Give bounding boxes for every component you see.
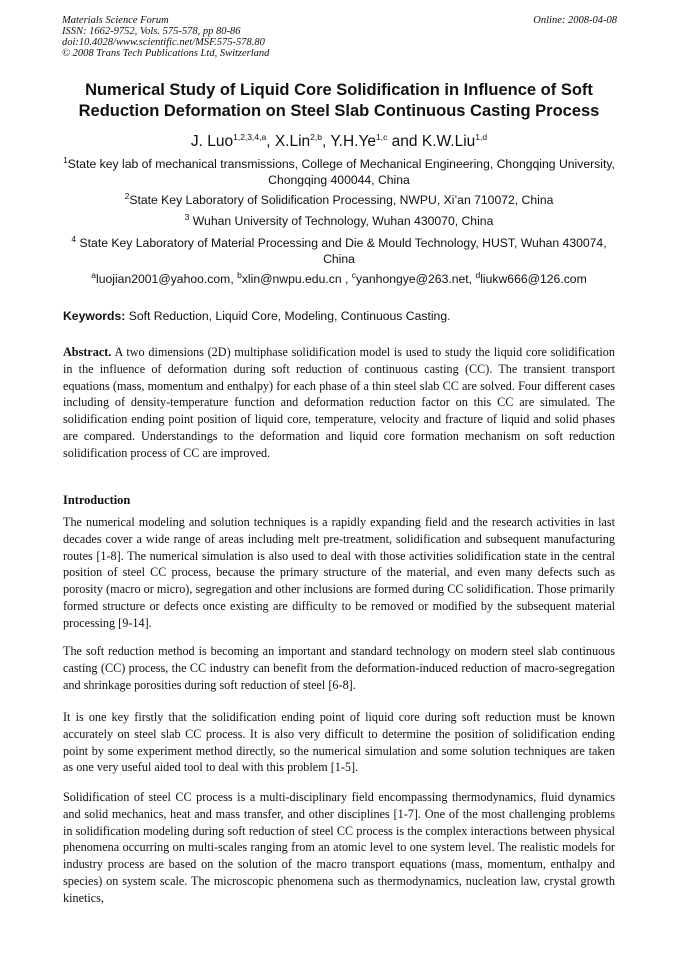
affiliation-text: State Key Laboratory of Solidification Processing, NWPU, Xi’an 710072, China bbox=[129, 193, 554, 207]
email-link[interactable]: liukw666@126.com bbox=[480, 272, 587, 286]
keywords bbox=[63, 308, 618, 324]
email-sup: a bbox=[91, 269, 96, 280]
author: J. Luo bbox=[190, 133, 234, 150]
journal-name: Materials Science Forum bbox=[62, 15, 169, 26]
affiliation-3 bbox=[60, 213, 618, 229]
doi-line[interactable]: doi:10.4028/www.scientific.net/MSF.575-578.80 bbox=[62, 37, 265, 48]
abstract-label: Abstract. bbox=[63, 345, 112, 359]
intro-paragraph-3: It is one key firstly that the solidification ending point of liquid core during soft reduction must be known accurately on steel slab CC process. It is also very difficult to determine the position of solidification ending point by some experiment method directly, so the numerical simulation and some solution techniques are taken as one very useful aided tool to deal with this problem [1-5]. bbox=[63, 710, 615, 775]
affiliation-text: State Key Laboratory of Material Processing and Die & Mould Technology, HUST, Wuhan 430074, China bbox=[76, 236, 607, 266]
author-sup: 1,d bbox=[475, 131, 488, 142]
author-sup: 1,c bbox=[376, 131, 388, 142]
author-sep: and bbox=[387, 133, 422, 150]
email-link[interactable]: luojian2001@yahoo.com, bbox=[95, 272, 238, 286]
copyright-line: © 2008 Trans Tech Publications Ltd, Switzerland bbox=[62, 48, 270, 59]
journal-header bbox=[62, 15, 617, 59]
affiliation-num: 2 bbox=[124, 190, 130, 201]
affiliation-num: 1 bbox=[63, 154, 68, 165]
abstract bbox=[63, 344, 615, 462]
intro-paragraph-1: The numerical modeling and solution techniques is a rapidly expanding field and the research activities in last decades cover a wide range of areas including melt pre-treatment, solidification and subsequent manufacturing routes [1-8]. The numerical simulation is also used to deal with those activities solidification state in the central position of steel CC process, because the primary structure of the material, and even many defects such as porosity (macro or micro), segregation and other inclusions are formed during CC solidification. Those primarily formed structure or defects once existing are difficulty to be removed or modified by the subsequent material processing [9-14]. bbox=[63, 515, 615, 630]
email-line bbox=[60, 271, 618, 287]
issn-line: ISSN: 1662-9752, Vols. 575-578, pp 80-86 bbox=[62, 26, 241, 37]
email-sup: d bbox=[475, 269, 481, 280]
abstract-text: A two dimensions (2D) multiphase solidification model is used to study the liquid core solidification in the influence of deformation during soft reduction of continuous casting (CC). The transient transport equations (mass, momentum and enthalpy) for each phase of a thin steel slab CC are solved. Four different cases including of density-temperature function and deformation reduction factor on this CC are simulated. The solidification ending point position of liquid core, temperature, velocity and fracture of liquid and solid phases are compared. Understandings to the deformation and liquid core formation mechanism on soft reduction solidification process of CC are improved. bbox=[63, 345, 615, 460]
email-link[interactable]: yanhongye@263.net, bbox=[356, 272, 476, 286]
intro-paragraph-4: Solidification of steel CC process is a multi-disciplinary field encompassing thermodynamics, fluid dynamics and solid mechanics, heat and mass transfer, and other disciplines [1-7]. One of the most challenging problems in solidification modeling during soft reduction of steel CC process is the complex interactions between physical phenomena occurring on multi-scales ranging from an atomic level to one system level. The realistic models for industry process are based on the solution of the macro transport equations (mass, momentum, enthalpy and species) on system scale. The microscopic phenomena such as thermodynamics, nucleation law, crystal growth kinetics, bbox=[63, 790, 615, 905]
affiliation-2 bbox=[60, 192, 618, 208]
affiliation-num: 3 bbox=[184, 211, 190, 222]
keywords-label: Keywords: bbox=[63, 309, 126, 323]
email-link[interactable]: xlin@nwpu.edu.cn , bbox=[241, 272, 352, 286]
intro-paragraph-2: The soft reduction method is becoming an important and standard technology on modern steel slab continuous casting (CC) process, the CC industry can benefit from the deformation-induced reduction of macro-segregation and shrinkage porosities during soft reduction of steel [6-8]. bbox=[63, 644, 615, 692]
introduction-heading: Introduction bbox=[63, 493, 131, 507]
affiliation-num: 4 bbox=[71, 233, 77, 244]
email-sup: c bbox=[351, 269, 357, 280]
author-sep: , bbox=[322, 133, 331, 150]
author: Y.H.Ye bbox=[330, 133, 377, 150]
affiliation-text: Wuhan University of Technology, Wuhan 430070, China bbox=[189, 214, 494, 228]
author-sep: , bbox=[266, 133, 275, 150]
online-date: Online: 2008-04-08 bbox=[533, 15, 617, 26]
paper-title: Numerical Study of Liquid Core Solidification in Influence of Soft Reduction Deformation on Steel Slab Continuous Casting Process bbox=[78, 81, 600, 120]
author-list bbox=[60, 132, 618, 151]
author: X.Lin bbox=[274, 133, 311, 150]
keywords-text: Soft Reduction, Liquid Core, Modeling, Continuous Casting. bbox=[125, 309, 451, 323]
email-sup: b bbox=[237, 269, 242, 280]
affiliation-4 bbox=[60, 235, 618, 267]
affiliation-text: State key lab of mechanical transmissions, College of Mechanical Engineering, Chongqing University, Chongqing 400044, China bbox=[67, 157, 615, 187]
author-sup: 2,b bbox=[310, 131, 322, 142]
affiliation-1 bbox=[60, 156, 618, 188]
author: K.W.Liu bbox=[421, 133, 476, 150]
author-sup: 1,2,3,4,a bbox=[233, 131, 267, 142]
